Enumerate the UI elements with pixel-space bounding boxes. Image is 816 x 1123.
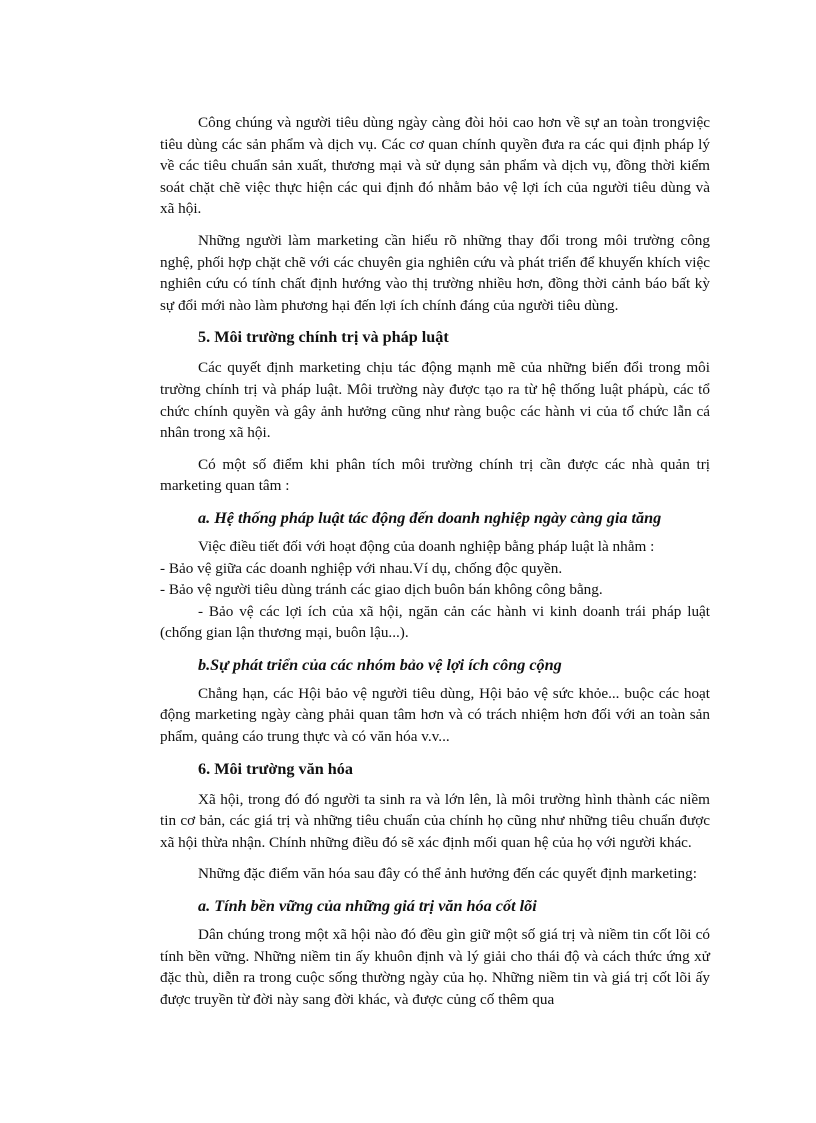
section-heading: 6. Môi trường văn hóa xyxy=(198,759,353,778)
regulation-list xyxy=(160,536,710,644)
paragraph: Những đặc điểm văn hóa sau đây có thể ảnh hưởng đến các quyết định marketing: xyxy=(198,865,697,883)
paragraph: Xã hội, trong đó đó người ta sinh ra và lớn lên, là môi trường hình thành các niềm tin cơ bản, các giá trị và những tiêu chuẩn của chính họ cũng như những tiêu chuẩn được xã hội thừa nhận. Chính những điều đó sẽ xác định mối quan hệ của họ với người khác. xyxy=(160,790,710,851)
paragraph: Công chúng và người tiêu dùng ngày càng đòi hỏi cao hơn về sự an toàn trongviệc tiêu dùng các sản phẩm và dịch vụ. Các cơ quan chính quyền đưa ra các qui định pháp lý về các tiêu chuẩn sản xuất, thương mại và sử dụng sản phẩm và dịch vụ, đồng thời kiểm soát chặt chẽ việc thực hiện các qui định đó nhằm bảo vệ lợi ích của người tiêu dùng và xã hội. xyxy=(160,114,710,218)
subsection-heading: b.Sự phát triển của các nhóm bảo vệ lợi ích công cộng xyxy=(198,655,562,674)
list-item: - Bảo vệ giữa các doanh nghiệp với nhau.Ví dụ, chống độc quyền. xyxy=(160,559,563,577)
document-page xyxy=(160,112,710,1020)
paragraph: Chẳng hạn, các Hội bảo vệ người tiêu dùng, Hội bảo vệ sức khỏe... buộc các hoạt động marketing ngày càng phải quan tâm hơn và có trách nhiệm hơn đối với an toàn sản phẩm, quảng cáo trung thực và có văn hóa v.v... xyxy=(160,684,710,746)
paragraph: Dân chúng trong một xã hội nào đó đều gìn giữ một số giá trị và niềm tin cốt lõi có tính bền vững. Những niềm tin ấy khuôn định và lý giải cho thái độ và cách thức ứng xử đặc thù, diễn ra trong cuộc sống thường ngày của họ. Những niềm tin và giá trị cốt lõi ấy được truyền từ đời này sang đời khác, và được củng cố thêm qua xyxy=(160,926,710,1008)
subsection-heading: a. Hệ thống pháp luật tác động đến doanh nghiệp ngày càng gia tăng xyxy=(198,508,662,527)
subsection-heading: a. Tính bền vững của những giá trị văn hóa cốt lõi xyxy=(198,897,537,916)
list-intro: Việc điều tiết đối với hoạt động của doanh nghiệp bằng pháp luật là nhằm : xyxy=(198,537,655,555)
paragraph: Các quyết định marketing chịu tác động mạnh mẽ của những biến đổi trong môi trường chính trị và pháp luật. Môi trường này được tạo ra từ hệ thống luật phápù, các tổ chức chính quyền và gây ảnh hưởng cũng như ràng buộc các hành vi của tổ chức lẫn cá nhân trong xã hội. xyxy=(160,359,710,442)
list-item: - Bảo vệ người tiêu dùng tránh các giao dịch buôn bán không công bằng. xyxy=(160,581,603,599)
list-item: - Bảo vệ các lợi ích của xã hội, ngăn cản các hành vi kinh doanh trái pháp luật (chống gian lận thương mại, buôn lậu...). xyxy=(160,602,710,642)
section-heading: 5. Môi trường chính trị và pháp luật xyxy=(198,328,449,347)
paragraph: Những người làm marketing cần hiểu rõ những thay đổi trong môi trường công nghệ, phối hợp chặt chẽ với các chuyên gia nghiên cứu và phát triển để khuyến khích việc nghiên cứu có tính chất định hướng vào thị trường nhiều hơn, đồng thời cảnh báo bất kỳ sự đổi mới nào làm phương hại đến lợi ích chính đáng của người tiêu dùng. xyxy=(160,231,710,314)
paragraph: Có một số điểm khi phân tích môi trường chính trị cần được các nhà quản trị marketing quan tâm : xyxy=(160,455,710,495)
